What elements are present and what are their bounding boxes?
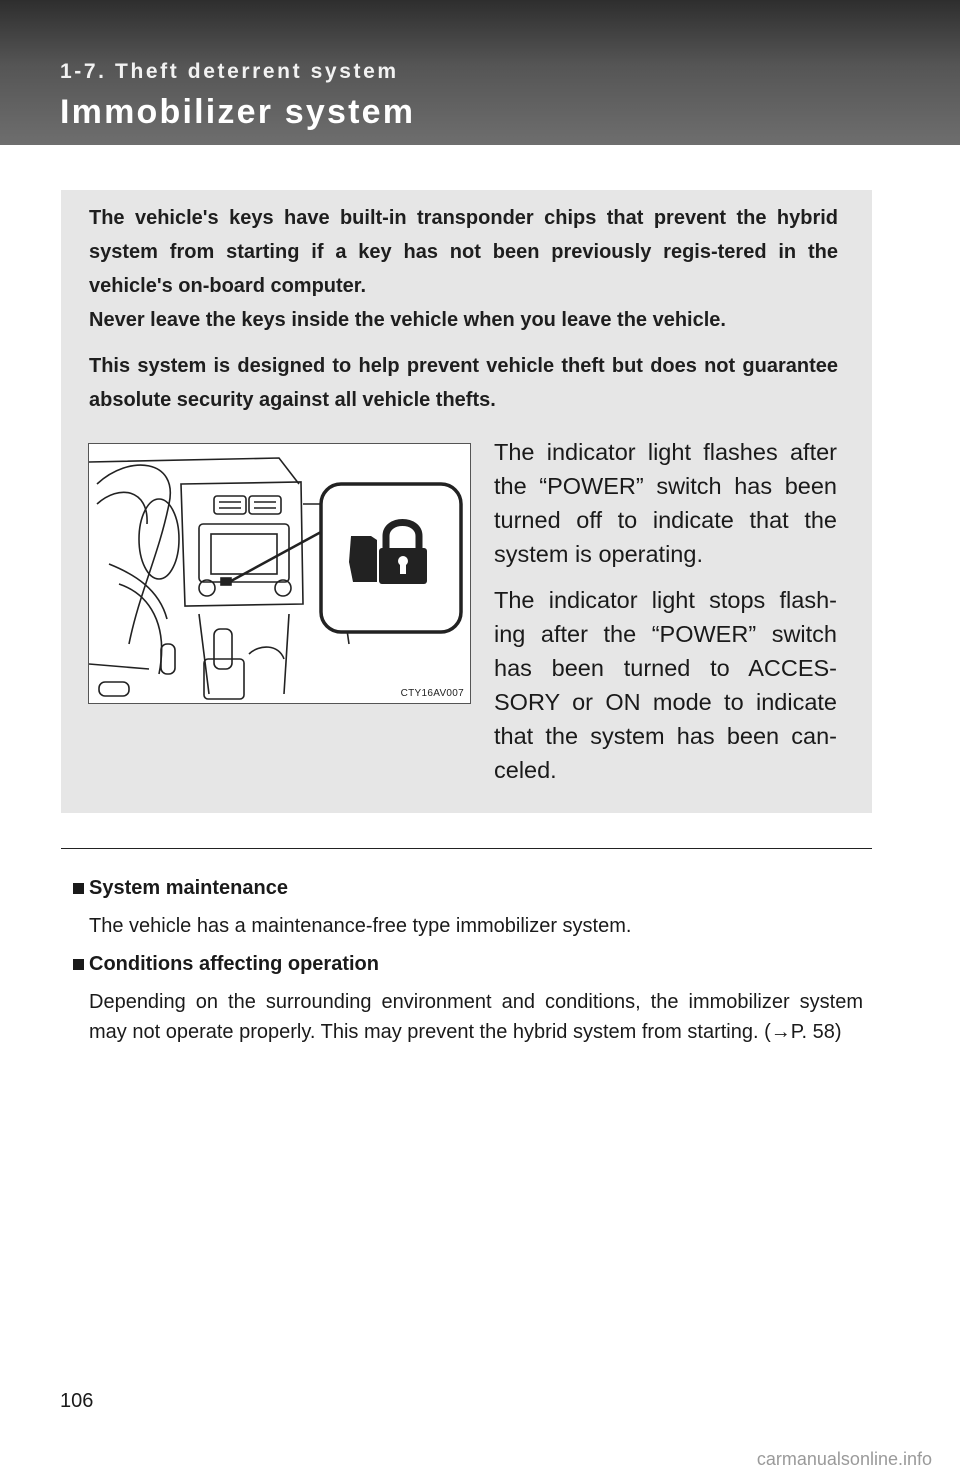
note-heading-text: System maintenance	[89, 877, 288, 899]
dashboard-drawing	[89, 444, 470, 703]
divider	[61, 848, 872, 849]
square-bullet-icon	[73, 883, 84, 894]
intro-paragraph-2: Never leave the keys inside the vehicle when you leave the vehicle.	[89, 309, 726, 331]
indicator-description	[494, 435, 837, 799]
intro-paragraph-1: The vehicle's keys have built-in transponder chips that prevent the hybrid system from starting if a key has not been previously regis-tered in the vehicle's on-board computer.	[89, 207, 838, 297]
dashboard-illustration	[88, 443, 471, 704]
square-bullet-icon	[73, 959, 84, 970]
watermark: carmanualsonline.info	[756, 1449, 932, 1469]
note-heading-text: Conditions affecting operation	[89, 953, 379, 975]
section-label: 1-7. Theft deterrent system	[60, 60, 399, 83]
chapter-header	[0, 0, 960, 145]
note-body: Depending on the surrounding environment and conditions, the immobilizer system may not operate properly. This may prevent the hybrid system from starting. (→P. 58)	[89, 991, 863, 1043]
notes-section	[73, 873, 863, 1055]
note-heading-system-maintenance	[73, 873, 863, 903]
intro-paragraph-3: This system is designed to help prevent vehicle theft but does not guarantee absolute security against all vehicle thefts.	[89, 355, 838, 411]
page-number: 106	[60, 1390, 94, 1412]
note-heading-conditions	[73, 949, 863, 979]
description-paragraph-2: The indicator light stops flash-ing after the “POWER” switch has been turned to ACCES-SORY or ON mode to indicate that the system has been can-celed.	[494, 587, 837, 783]
description-paragraph-1: The indicator light flashes after the “POWER” switch has been turned off to indicate that the system is operating.	[494, 439, 837, 567]
page-title: Immobilizer system	[60, 93, 416, 131]
note-body: The vehicle has a maintenance-free type immobilizer system.	[89, 915, 632, 937]
figure-code: CTY16AV007	[400, 688, 464, 699]
intro-text	[89, 201, 838, 429]
